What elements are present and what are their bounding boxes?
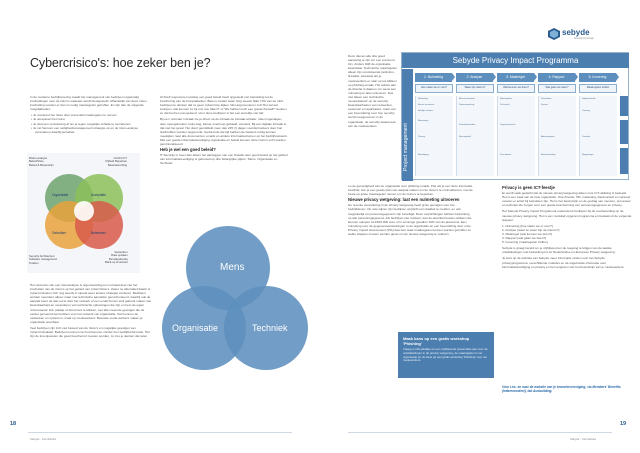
- list-item: 5. Invoering (maatregelen treffen): [502, 240, 548, 245]
- body-paragraph: Er wordt vaak gedacht dat de nieuwe privacywetgeving alleen voor ICT-afdeling is bedoeld. Het is een zaak van de hele organisatie. Ook directie, HR, marketing, klantcontact en verkoop moeten er actief bij betrokken zijn. Het is het bewustzijn en de gedrag van mensen, processen en techniek die zorgen voor een goede bescherming van persoonsgegevens en privacy.: [502, 191, 631, 208]
- body-paragraph: Veel bedrijven zijn zich niet bewust van de risico's en mogelijke gevolgen van cybercriminaliteit. Bedrijven kunnen niet functioneren zonder hun bedrijfsinformatie. Het zijn de kroonjuwelen die goed beschermd moeten worden, zo zou je denken dat ieder: [30, 325, 150, 339]
- section-heading: Nieuwe privacy wetgeving: laat een nulmeting uitvoeren: [348, 197, 460, 203]
- venn-diagram: [27, 153, 140, 273]
- list-item: 2. Analyse (waar en waar zijn de risico's?): [502, 227, 560, 232]
- list-item: Software management: [29, 257, 58, 262]
- detail-item: Risico-inventaris: [459, 98, 476, 100]
- page-headline: Cybercrisico's: hoe zeker ben je?: [30, 56, 211, 70]
- list-item: • Je sluit een verzekering af om je tegen mogelijke schade te verzekeren;: [35, 122, 152, 126]
- list-item: • Je voorkomt het risico door preventief maatregelen te nemen;: [35, 113, 152, 117]
- sebyde-logo: [548, 28, 618, 42]
- body-paragraph: De recente verandering in de privacy wetgeving heeft grote gevolgen voor het bedrijfsleven. Op vele wijzen zijn bedrijven verplicht een datalek te melden, en ook toegankelijk en persoonsgegevens zijn beveiligd. Deze verplichtingen hebben betrekking op alle persoonsgegevens. Als bedrijven niet voldoen, kan de autoriteit boetes uitdelen die kunnen oplopen tot €810.000 euro of in sommige gevallen 10% van de jaaromzet. Een nulmeting over de gegevensverwerkingen in de organisatie en een beoordeling door onze Privacy Impact Assessment (PIA) laat zien waar maatregelen kunnen worden getroffen en welke stappen moeten worden gezet om de nieuwe wetgeving te voldoen.: [348, 203, 472, 237]
- detail-item: Dataverwerking: [459, 104, 475, 106]
- detail-item: Kwetsbaarheden: [459, 124, 476, 126]
- body-paragraph: en de gevoeligheid van de organisatie voor phishing emails. Pas als je een deze informatie beschikt, kun je een goede plan van aanpak maken om de risico's te minimaliseren, met de beste en juiste maatregelen nemen om de risico's te beperken.: [348, 184, 473, 197]
- list-item: Back-up & Herstel: [105, 260, 128, 265]
- detail-item: Nulmeting: [418, 98, 428, 100]
- venn-label: Gebruiker: [52, 231, 66, 235]
- list-item: Data opslaan: [111, 253, 128, 258]
- list-item: Risico-analyse: [29, 156, 48, 160]
- step-detail-column: [456, 96, 494, 176]
- body-paragraph: Bij een 'normale' inbraak zie je direct na de inbraak de inbraak-schade: ruiten ingeslagen, deur opengebroken, kluis weg, kamer overhoop gehaald, etcetera. Bij een digitale inbraak is dat niet het geval. Het duurt gemiddeld meer dan 225 (!) dagen voordat hackers door hun slachtoffers worden opgemerkt. Gedurende die tijd hebben de hackers rustig kunnen meekijken naar alle documenten, emails en andere informatiestromen op het bedrijfsnetwerk. Met een goede informatiebeveiliging organisatie en beleid kunnen deze risico's echt worden geminimaliseerd.: [160, 117, 288, 147]
- detail-item: Technisch: [500, 104, 510, 106]
- pillars-graphic: [158, 218, 318, 378]
- detail-item: Beveiliging: [418, 154, 429, 156]
- venn-list-bottom-right: [105, 251, 128, 265]
- body-paragraph: Je kunt op de website van Sebyde meer informatie vinden over het Sebyde privacyprogramma, verschillende modules en de uitgebreide informatie over informatiebeveiliging en privacy en het vergroten van het bewustzijn van je medewerkers.: [502, 256, 625, 269]
- list-item: Verwerken: [114, 250, 128, 254]
- right-column: [502, 184, 632, 271]
- marker-bar: [620, 120, 628, 144]
- side-label: Project management: [403, 123, 409, 171]
- step-maatregel: 3. Maatregel: [497, 73, 534, 82]
- detail-item: Training: [582, 110, 590, 112]
- narrow-column: [348, 54, 398, 130]
- list-item: Inzicht ICT: [113, 156, 127, 160]
- body-paragraph: Het uitvoeren van een risicoanalyse is tegenwoordig een normaal deel van het inschatten van de risico's op het gebied van cybercrisico's. Zeker nu alternatief daarin is cybercriminelen zich nog steeds in steeds weer andere strategie verderen. Bedrijven worden meerdere alleen maar met technische aanvallen geconfronteerd, waarbij ook de aanpak beter de dan eerst door het netwerk of een email binnen sluit gebruik maken van kwetsbaarheid en veranderen van technische oplossingen die zijn en hem de eigen 'interessante' link, plaatje of document te klikken, met alle vreemde gevolgen die de eerder genoemd kan hebben voor het netwerk van organisatie. Ook kunnen de netwerken en systemen, maar op medewerkers. Bewuste mede-werkers maken je organisatie weerbaar.: [30, 283, 152, 324]
- privacy-programme-diagram: [401, 52, 629, 180]
- intro-paragraph: In de moderne bedrijfsvoering maakt het management van bedrijven regelmatig inschattingen over de risico's waaraan wordt blootgesteld. Afhankelijk van deze risico-inschatting worden er dan zo nodig maatregelen getroffen. En zijn dan de volgende mogelijkheden:: [30, 95, 148, 112]
- step-detail-column: [538, 96, 576, 176]
- body-paragraph: IT-Security is meer dan alleen het aanleggen van een firewall. Een goed beleid op het gebied van informatiebeveiliging is gebouwd op drie belangrijke pijlers: 'Mens, Organisatie en Techniek'.: [160, 153, 288, 166]
- step-question: Hoe staan we er voor?: [415, 84, 453, 93]
- list-item: • Je accepteert het risico;: [35, 117, 152, 121]
- venn-center: [74, 201, 94, 221]
- detail-item: Risicoprofiel: [459, 136, 471, 138]
- step-analyse: 2. Analyse: [456, 73, 493, 82]
- list-item: Beveiligd/veilig: [109, 256, 128, 261]
- diagram-title: Sebyde Privacy Impact Programma: [402, 53, 629, 68]
- logo-tagline: Security by Design: [574, 37, 594, 40]
- detail-item: Organisatorisch: [500, 124, 516, 126]
- list-item: Vrijheid Beperken: [105, 159, 127, 164]
- detail-item: Implementatie: [582, 98, 596, 100]
- detail-item: Rapportage: [582, 154, 594, 156]
- step-rapport: 4. Rapport: [538, 73, 575, 82]
- detail-item: Kosten: [541, 104, 548, 106]
- footer-rule: [28, 432, 292, 433]
- step-detail-column: [579, 96, 617, 176]
- body-paragraph: Deze dienen alle drie goed aanwezig te zijn om een succes te zijn. Anders blijft de organisatie kwetsbaar. Technische maatregelen alleen zijn onvoldoende (antivirus, firewalls, etcetera) als je medewerkers er naar op los klikken op phishing emails. Het advies aan de directie is daarom om wens een nulmeting te laten uitvoeren. Dus niet alleen een technische 'penetratietest' op de security kwetsbaarheden van netwerken, systemen en applicaties, maar ook een beoordeling over hoe security wordt meegenomen in de organisatie, de security-awareness van de medewerkers: [348, 54, 398, 128]
- list-item: 1. Nulmeting (hoe staan we er voor?): [502, 223, 553, 228]
- steps-list: [502, 224, 632, 244]
- detail-item: Maatregelen: [500, 98, 513, 100]
- body-paragraph: zichzelf respecteren (welke) een goed beleid heeft opgesteld met betrekking tot de beschuring van de bronpakketten. Bele is minder waar. Nog steeds blijkt 71% van de mkb-bedrijven te denken dat ze geen cybercrime kijken. Met argumenteren zelf 'Het zal wel loslopen, wat kunnen ze bij ons nou halen?' of 'We hebben toch een goede firewall?' denken ze dat het hen niet gebeurt. Voor deze bedrijven is het een wereldje van tijd.: [160, 95, 287, 116]
- logo-name: sebyde: [562, 28, 590, 37]
- list-item: Toolbox: [29, 260, 39, 265]
- detail-item: Procedures: [500, 154, 512, 156]
- list-item: 4. Rapport (wat gaan we doen?): [502, 236, 547, 241]
- section-heading: Heb je wel een goed beleid?: [160, 147, 216, 153]
- list-item: Beleid/Visie: [29, 159, 44, 164]
- pillar-label-techniek: Techniek: [252, 323, 288, 333]
- marker-bar: [620, 148, 628, 174]
- page-footer: Sebyde - Kennisblad: [30, 437, 56, 441]
- detail-item: Controle: [582, 136, 591, 138]
- page-number: 18: [10, 421, 17, 427]
- body-paragraph: Het Sebyde Privacy Impact Programma ondersteunt bedrijven bij de voorbereiding op de nieuwe privacy wetgeving. Het is een modulair opgezet programma en bestaat uit de volgende stappen:: [502, 209, 632, 222]
- workshop-callout: [398, 332, 494, 378]
- step-question: Wat gaan we doen?: [538, 84, 576, 93]
- step-question: Maatregelen treffen: [579, 84, 617, 93]
- venn-label: Beheerder: [91, 231, 106, 235]
- step-nulmeting: 1. Nulmeting: [415, 73, 452, 82]
- detail-item: Bewustzijn: [418, 120, 429, 122]
- footer-rule: [348, 432, 612, 433]
- callout-text: Vraag en inhoudelijke en een vrijblijvende presentatie aan over de ontwikkelingen in de privacy wetgeving, de maatregelen in uw organisatie en de kans op een gratis workshop 'Phishing' voor uw medewerkers.: [403, 347, 488, 363]
- list-item: • Je zet hiervoor een veiligheidsmanagement strategie op en de risico-analyse veranderen daarbij periodiek.: [35, 126, 152, 134]
- pillar-label-organisatie: Organisatie: [172, 323, 219, 333]
- detail-item: Besluitvorming: [541, 154, 556, 156]
- list-item: 3. Maatregel (wat kunnen we doen?): [502, 231, 553, 236]
- venn-list-top-right: [105, 157, 127, 167]
- venn-list-bottom-left: [29, 255, 57, 265]
- detail-item: Prioriteiten: [541, 98, 552, 100]
- list-item: Beleid & Bewustzijn: [29, 162, 54, 167]
- venn-label: Acceptatie: [91, 193, 106, 197]
- venn-label: Organisatie: [52, 193, 69, 197]
- callout-title: Maak kans op een gratis workshop 'Phishing': [403, 336, 470, 346]
- pillar-label-mens: Mens: [220, 262, 245, 273]
- detail-item: Eerste inventaris: [418, 104, 435, 106]
- intro-column-2: [160, 95, 288, 168]
- body-paragraph: Sebyde is graag bereid om je vrijblijvend en de toegang te krijgen van de laatste ontwikkelingen met betrekking tot de Nederlandse en Europese Privacy wetgeving.: [502, 246, 616, 255]
- marker-bar: [620, 96, 628, 116]
- body-column-1: [30, 283, 152, 340]
- section-heading: Privacy is geen ICT-feestje: [502, 185, 555, 190]
- page-number: 19: [620, 421, 627, 427]
- branch-quote: Voor Lèx- en naar de website van je branchevereniging, via Members' Benefits (ledenvoordeel), tab Ausbuilding.: [502, 385, 621, 394]
- options-list: [30, 113, 152, 133]
- page-footer: Sebyde - Kennisblad: [570, 437, 596, 441]
- step-detail-column: [415, 96, 453, 176]
- step-detail-column: [497, 96, 535, 176]
- detail-item: Adviesrapport: [541, 136, 555, 138]
- detail-item: Huidige situatie: [418, 110, 433, 112]
- step-question: Wat kunnen we doen?: [497, 84, 535, 93]
- venn-list-top-left: [29, 157, 54, 167]
- list-item: Security Architectuur: [29, 254, 55, 258]
- mid-column: [348, 184, 473, 238]
- diagram-side-bar: [402, 69, 413, 181]
- logo-icon: [548, 28, 560, 40]
- step-invoering: 5. Invoering: [579, 73, 616, 82]
- list-item: Bewustwording: [108, 162, 127, 167]
- step-question: Waar zijn risico's?: [456, 84, 494, 93]
- detail-item: Privacy: [418, 136, 426, 138]
- intro-column-1: [30, 95, 152, 134]
